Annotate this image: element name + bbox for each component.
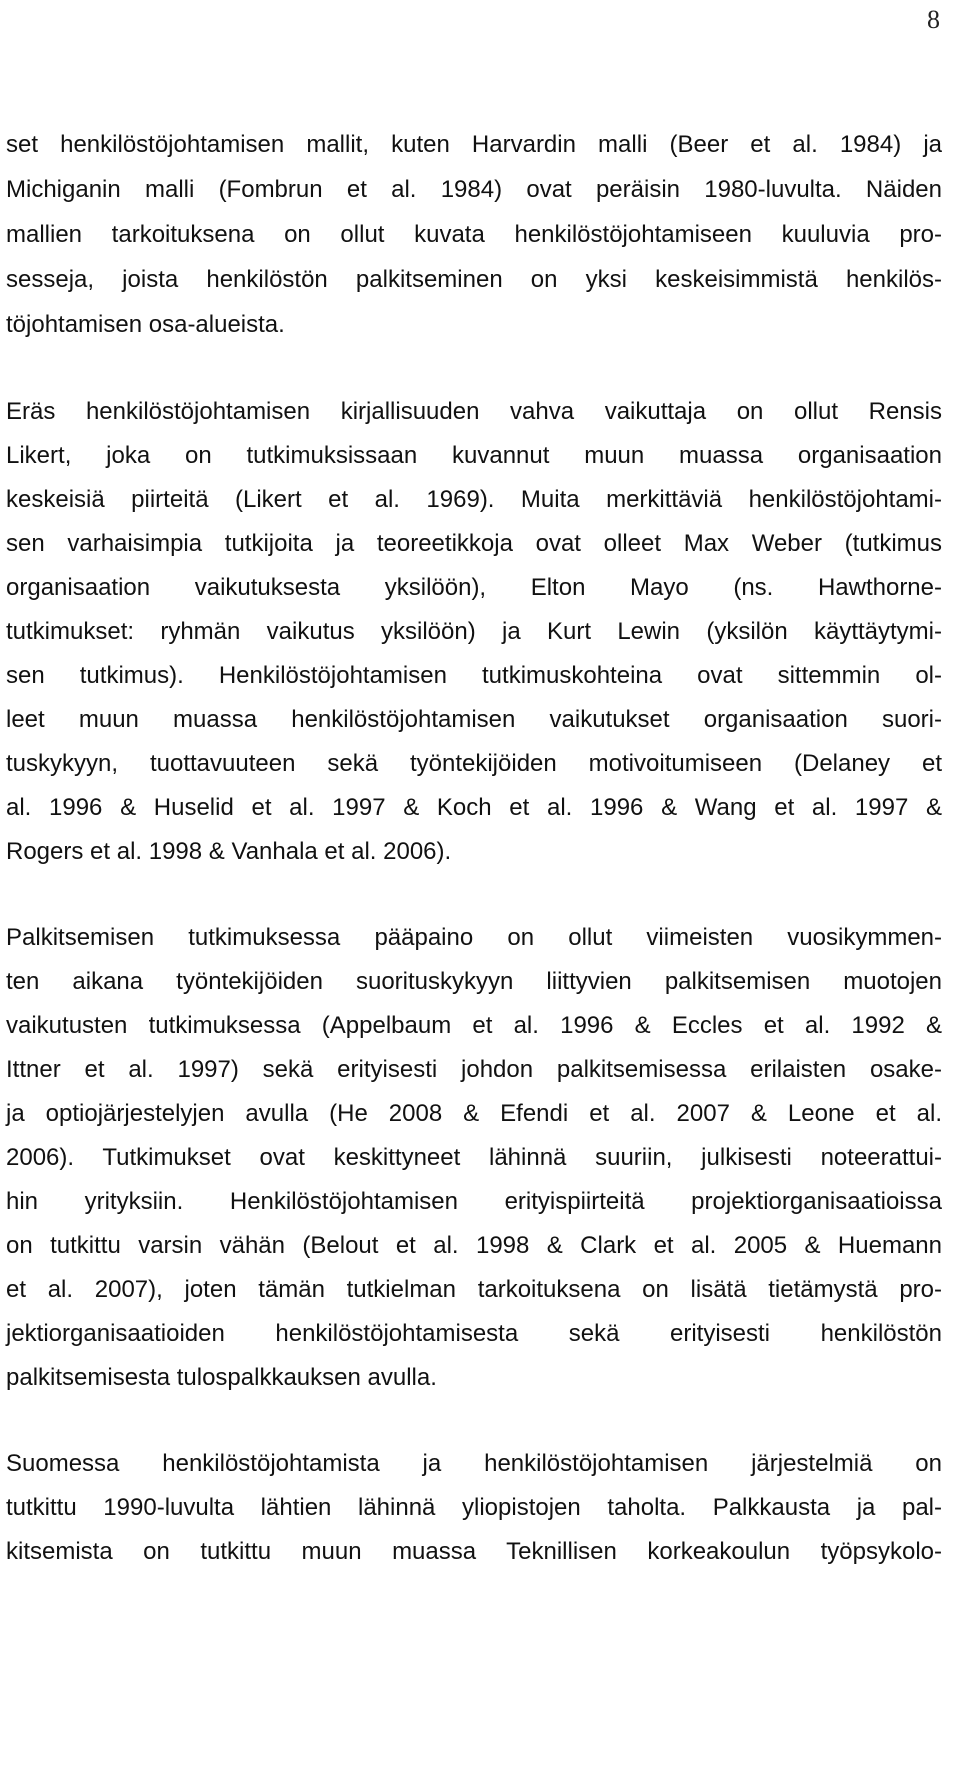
text-line: et al. 2007), joten tämän tutkielman tarkoituksena on lisätä tietämystä pro- <box>6 1276 942 1303</box>
text-line: Likert, joka on tutkimuksissaan kuvannut muun muassa organisaation <box>6 442 942 469</box>
text-line: Ittner et al. 1997) sekä erityisesti johdon palkitsemisessa erilaisten osake- <box>6 1056 942 1083</box>
text-line: Rogers et al. 1998 & Vanhala et al. 2006). <box>6 838 452 865</box>
text-line: Eräs henkilöstöjohtamisen kirjallisuuden vahva vaikuttaja on ollut Rensis <box>6 398 942 425</box>
text-line: set henkilöstöjohtamisen mallit, kuten Harvardin malli (Beer et al. 1984) ja <box>6 131 942 158</box>
text-line: organisaation vaikutuksesta yksilöön), Elton Mayo (ns. Hawthorne- <box>6 574 942 601</box>
text-line: leet muun muassa henkilöstöjohtamisen vaikutukset organisaation suori- <box>6 706 942 733</box>
text-line: hin yrityksiin. Henkilöstöjohtamisen erityispiirteitä projektiorganisaatioissa <box>6 1188 942 1215</box>
text-line: on tutkittu varsin vähän (Belout et al. 1998 & Clark et al. 2005 & Huemann <box>6 1232 942 1259</box>
text-line: al. 1996 & Huselid et al. 1997 & Koch et al. 1996 & Wang et al. 1997 & <box>6 794 942 821</box>
text-line: Suomessa henkilöstöjohtamista ja henkilöstöjohtamisen järjestelmiä on <box>6 1450 942 1477</box>
text-line: keskeisiä piirteitä (Likert et al. 1969). Muita merkittäviä henkilöstöjohtami- <box>6 486 942 513</box>
text-line: kitsemista on tutkittu muun muassa Teknillisen korkeakoulun työpsykolo- <box>6 1538 942 1565</box>
text-line: töjohtamisen osa-alueista. <box>6 311 285 338</box>
text-line: jektiorganisaatioiden henkilöstöjohtamisesta sekä erityisesti henkilöstön <box>6 1320 942 1347</box>
text-line: tutkimukset: ryhmän vaikutus yksilöön) ja Kurt Lewin (yksilön käyttäytymi- <box>6 618 942 645</box>
text-line: 2006). Tutkimukset ovat keskittyneet lähinnä suuriin, julkisesti noteerattui- <box>6 1144 942 1171</box>
text-line: sesseja, joista henkilöstön palkitseminen on yksi keskeisimmistä henkilös- <box>6 266 942 293</box>
text-line: sen varhaisimpia tutkijoita ja teoreetikkoja ovat olleet Max Weber (tutkimus <box>6 530 942 557</box>
text-line: mallien tarkoituksena on ollut kuvata henkilöstöjohtamiseen kuuluvia pro- <box>6 221 942 248</box>
text-line: vaikutusten tutkimuksessa (Appelbaum et al. 1996 & Eccles et al. 1992 & <box>6 1012 942 1039</box>
text-line: palkitsemisesta tulospalkkauksen avulla. <box>6 1364 437 1391</box>
text-line: ten aikana työntekijöiden suorituskykyyn liittyvien palkitsemisen muotojen <box>6 968 942 995</box>
text-line: tutkittu 1990-luvulta lähtien lähinnä yliopistojen taholta. Palkkausta ja pal- <box>6 1494 942 1521</box>
text-line: sen tutkimus). Henkilöstöjohtamisen tutkimuskohteina ovat sittemmin ol- <box>6 662 942 689</box>
text-line: Michiganin malli (Fombrun et al. 1984) ovat peräisin 1980-luvulta. Näiden <box>6 176 942 203</box>
text-line: Palkitsemisen tutkimuksessa pääpaino on ollut viimeisten vuosikymmen- <box>6 924 942 951</box>
text-line: tuskykyyn, tuottavuuteen sekä työntekijöiden motivoitumiseen (Delaney et <box>6 750 942 777</box>
text-line: ja optiojärjestelyjen avulla (He 2008 & Efendi et al. 2007 & Leone et al. <box>6 1100 942 1127</box>
page-number: 8 <box>927 5 940 34</box>
